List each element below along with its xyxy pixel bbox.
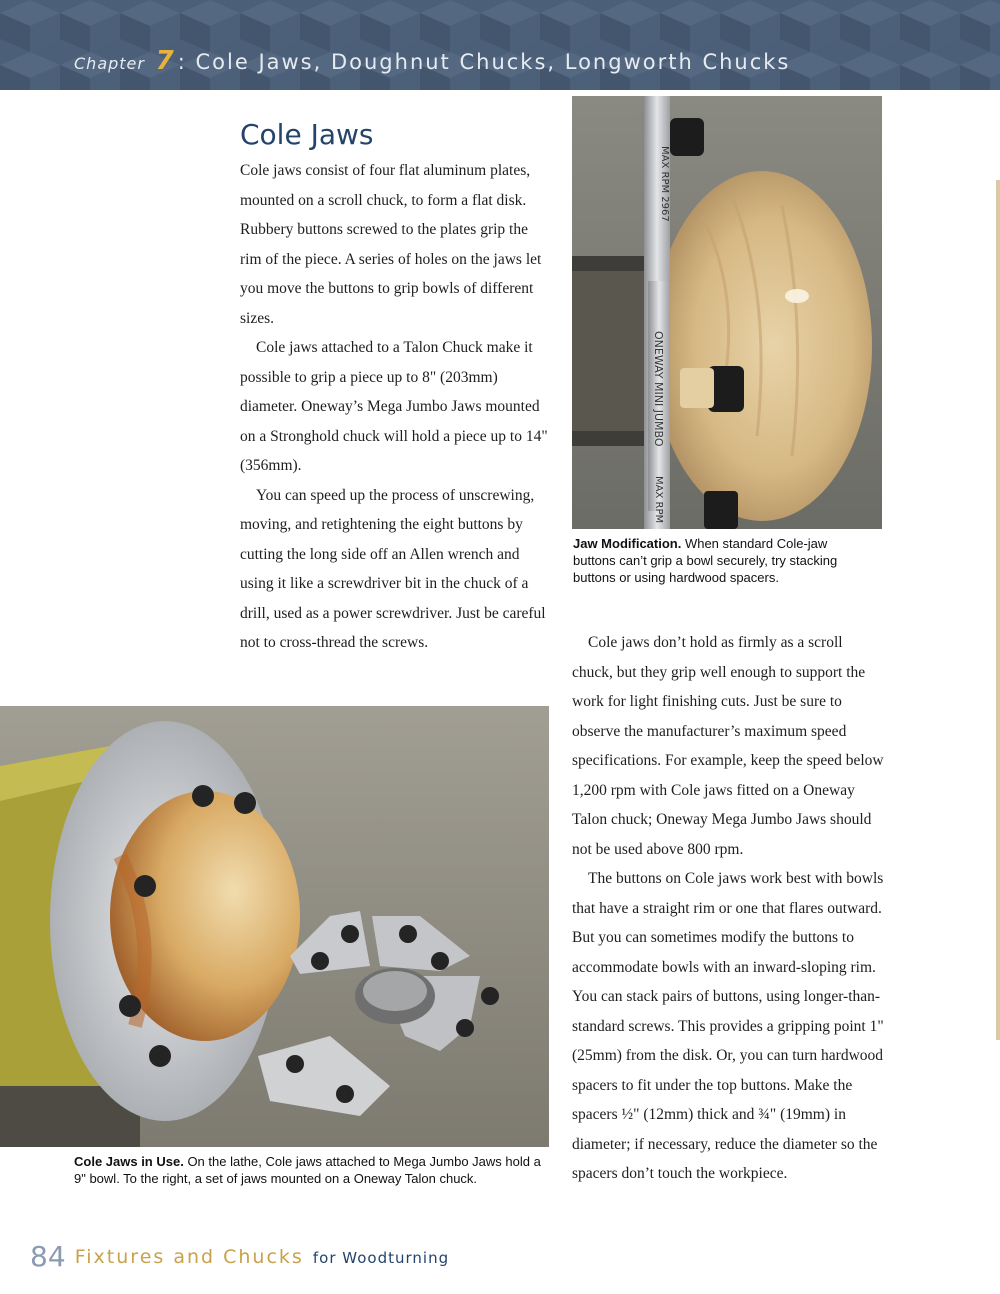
jaw-modification-illustration [572,96,882,529]
cole-jaws-illustration [0,706,549,1147]
chapter-title-text: : Cole Jaws, Doughnut Chucks, Longworth Chucks [177,50,791,74]
page-number: 84 [30,1240,66,1273]
right-text-column [572,628,886,1189]
cole-jaws-in-use-photo [0,706,549,1147]
book-title-sub: for Woodturning [312,1249,450,1267]
cole-jaws-in-use-caption [74,1153,544,1187]
jaw-modification-photo [572,96,882,529]
caption-heading: Jaw Modification. [573,536,682,551]
body-paragraph: Cole jaws attached to a Talon Chuck make it possible to grip a piece up to 8" (203mm) diameter. Oneway’s Mega Jumbo Jaws mounted on a Stronghold chuck will hold a piece up to 14" (356mm). [240,339,548,474]
caption-text: On the lathe, Cole jaws attached to Mega Jumbo Jaws hold a 9" bowl. To the right, a set of jaws mounted on a Oneway Talon chuck. [74,1154,541,1186]
chapter-header-banner [0,0,1000,90]
chapter-number: 7 [155,46,176,76]
plate-engraving-mid: ONEWAY MINI JUMBO [652,331,665,447]
caption-heading: Cole Jaws in Use. [74,1154,184,1169]
book-title-main: Fixtures and Chucks [74,1246,304,1268]
cube-pattern-background [0,0,1000,90]
caption-text: When standard Cole-jaw buttons can’t grip a bowl securely, try stacking buttons or using hardwood spacers. [573,536,838,585]
left-text-column [240,156,550,658]
body-paragraph: The buttons on Cole jaws work best with bowls that have a straight rim or one that flares outward. But you can sometimes modify the buttons to accommodate bowls with an inward-sloping rim. You can stack pairs of buttons, using longer-than-standard screws. This provides a gripping point 1" (25mm) from the disk. Or, you can turn hardwood spacers to fit under the top buttons. Make the spacers ½" (12mm) thick and ¾" (19mm) in diameter; if necessary, reduce the diameter so the spacers don’t touch the workpiece. [572,870,884,1182]
jaw-modification-caption [573,535,873,586]
plate-engraving-bottom: MAX RPM [653,476,664,524]
plate-engraving-top: MAX RPM 2967 [659,146,670,222]
section-title: Cole Jaws [240,118,374,151]
page-footer [30,1240,449,1273]
body-paragraph: You can speed up the process of unscrewing, moving, and retightening the eight buttons by cutting the long side off an Allen wrench and using it like a screwdriver bit in the chuck of a drill, used as a power screwdriver. Just be careful not to cross-thread the screws. [240,486,546,651]
page-edge-accent [996,180,1000,1040]
body-paragraph: Cole jaws consist of four flat aluminum plates, mounted on a scroll chuck, to form a flat disk. Rubbery buttons screwed to the plates grip the rim of the piece. A series of holes on the jaws let you move the buttons to grip bowls of different sizes. [240,162,542,327]
body-paragraph: Cole jaws don’t hold as firmly as a scroll chuck, but they grip well enough to support the work for light finishing cuts. Just be sure to observe the manufacturer’s maximum speed specifications. For example, keep the speed below 1,200 rpm with Cole jaws fitted on a Oneway Talon chuck; Oneway Mega Jumbo Jaws should not be used above 800 rpm. [572,634,884,858]
chapter-title [74,46,790,76]
chapter-word: Chapter [74,54,145,73]
